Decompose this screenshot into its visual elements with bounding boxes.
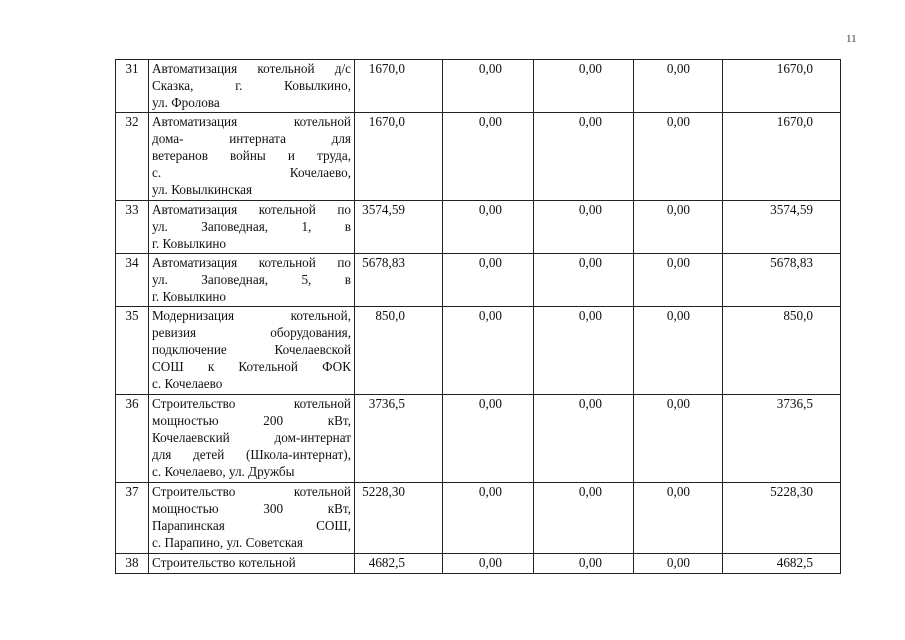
amount-cell: 0,00 bbox=[534, 60, 634, 113]
item-name-line: Кочелаевский дом-интернат bbox=[152, 430, 351, 445]
row-number: 38 bbox=[116, 554, 149, 574]
item-name-line: г. Ковылкино bbox=[152, 236, 227, 251]
amount-cell: 0,00 bbox=[443, 395, 534, 483]
amount-cell: 0,00 bbox=[443, 307, 534, 395]
works-table bbox=[115, 59, 841, 574]
amount-cell: 5678,83 bbox=[355, 254, 443, 307]
item-name-line: ул. Заповедная, 1, в bbox=[152, 219, 351, 234]
item-name bbox=[149, 60, 355, 113]
amount-cell: 0,00 bbox=[443, 554, 534, 574]
item-name-line: с. Кочелаево, ул. Дружбы bbox=[152, 464, 295, 479]
amount-cell: 0,00 bbox=[534, 254, 634, 307]
amount-cell: 850,0 bbox=[723, 307, 841, 395]
item-name-line: Автоматизация котельной по bbox=[152, 202, 351, 217]
table-row bbox=[116, 483, 841, 554]
amount-cell: 0,00 bbox=[534, 307, 634, 395]
item-name-line: Строительство котельной bbox=[152, 555, 296, 570]
item-name-line: Парапинская СОШ, bbox=[152, 518, 351, 533]
row-number: 34 bbox=[116, 254, 149, 307]
amount-cell: 0,00 bbox=[634, 483, 723, 554]
item-name-line: ул. Заповедная, 5, в bbox=[152, 272, 351, 287]
amount-cell: 0,00 bbox=[634, 201, 723, 254]
amount-cell: 3574,59 bbox=[723, 201, 841, 254]
row-number: 35 bbox=[116, 307, 149, 395]
amount-cell: 0,00 bbox=[634, 395, 723, 483]
amount-cell: 0,00 bbox=[534, 395, 634, 483]
table-row bbox=[116, 201, 841, 254]
item-name bbox=[149, 201, 355, 254]
item-name-line: с. Кочелаево, bbox=[152, 165, 351, 180]
amount-cell: 0,00 bbox=[534, 113, 634, 201]
item-name-line: г. Ковылкино bbox=[152, 289, 227, 304]
item-name-line: мощностью 300 кВт, bbox=[152, 501, 351, 516]
row-number: 32 bbox=[116, 113, 149, 201]
table-row bbox=[116, 60, 841, 113]
table-row bbox=[116, 254, 841, 307]
amount-cell: 3574,59 bbox=[355, 201, 443, 254]
amount-cell: 3736,5 bbox=[723, 395, 841, 483]
row-number: 31 bbox=[116, 60, 149, 113]
amount-cell: 0,00 bbox=[634, 554, 723, 574]
item-name-line: Автоматизация котельной д/с bbox=[152, 61, 351, 76]
item-name-line: мощностью 200 кВт, bbox=[152, 413, 351, 428]
item-name bbox=[149, 113, 355, 201]
item-name-line: для детей (Школа-интернат), bbox=[152, 447, 351, 462]
item-name bbox=[149, 395, 355, 483]
amount-cell: 0,00 bbox=[634, 113, 723, 201]
amount-cell: 0,00 bbox=[443, 113, 534, 201]
item-name bbox=[149, 254, 355, 307]
table-row bbox=[116, 113, 841, 201]
item-name-line: Модернизация котельной, bbox=[152, 308, 351, 323]
amount-cell: 0,00 bbox=[443, 483, 534, 554]
item-name-line: подключение Кочелаевской bbox=[152, 342, 351, 357]
amount-cell: 5228,30 bbox=[723, 483, 841, 554]
table-row bbox=[116, 395, 841, 483]
amount-cell: 0,00 bbox=[443, 254, 534, 307]
item-name-line: Строительство котельной bbox=[152, 484, 351, 499]
amount-cell: 0,00 bbox=[534, 201, 634, 254]
amount-cell: 1670,0 bbox=[723, 113, 841, 201]
amount-cell: 4682,5 bbox=[723, 554, 841, 574]
amount-cell: 5228,30 bbox=[355, 483, 443, 554]
amount-cell: 0,00 bbox=[534, 554, 634, 574]
amount-cell: 3736,5 bbox=[355, 395, 443, 483]
amount-cell: 0,00 bbox=[634, 254, 723, 307]
item-name bbox=[149, 483, 355, 554]
amount-cell: 1670,0 bbox=[355, 60, 443, 113]
amount-cell: 0,00 bbox=[634, 307, 723, 395]
item-name-line: Автоматизация котельной по bbox=[152, 255, 351, 270]
table-body bbox=[116, 60, 841, 574]
row-number: 37 bbox=[116, 483, 149, 554]
item-name-line: с. Парапино, ул. Советская bbox=[152, 535, 303, 550]
item-name bbox=[149, 554, 355, 574]
amount-cell: 1670,0 bbox=[723, 60, 841, 113]
table-row bbox=[116, 307, 841, 395]
amount-cell: 4682,5 bbox=[355, 554, 443, 574]
item-name-line: с. Кочелаево bbox=[152, 376, 223, 391]
page-number: 11 bbox=[846, 33, 857, 45]
amount-cell: 0,00 bbox=[443, 201, 534, 254]
item-name-line: СОШ к Котельной ФОК bbox=[152, 359, 351, 374]
item-name-line: дома- интерната для bbox=[152, 131, 351, 146]
table-row bbox=[116, 554, 841, 574]
row-number: 36 bbox=[116, 395, 149, 483]
amount-cell: 0,00 bbox=[634, 60, 723, 113]
amount-cell: 0,00 bbox=[443, 60, 534, 113]
item-name-line: ветеранов войны и труда, bbox=[152, 148, 351, 163]
item-name-line: Строительство котельной bbox=[152, 396, 351, 411]
item-name-line: Автоматизация котельной bbox=[152, 114, 351, 129]
item-name-line: ревизия оборудования, bbox=[152, 325, 351, 340]
item-name-line: Сказка, г. Ковылкино, bbox=[152, 78, 351, 93]
row-number: 33 bbox=[116, 201, 149, 254]
item-name-line: ул. Ковылкинская bbox=[152, 182, 253, 197]
amount-cell: 850,0 bbox=[355, 307, 443, 395]
item-name-line: ул. Фролова bbox=[152, 95, 220, 110]
amount-cell: 1670,0 bbox=[355, 113, 443, 201]
amount-cell: 0,00 bbox=[534, 483, 634, 554]
item-name bbox=[149, 307, 355, 395]
amount-cell: 5678,83 bbox=[723, 254, 841, 307]
